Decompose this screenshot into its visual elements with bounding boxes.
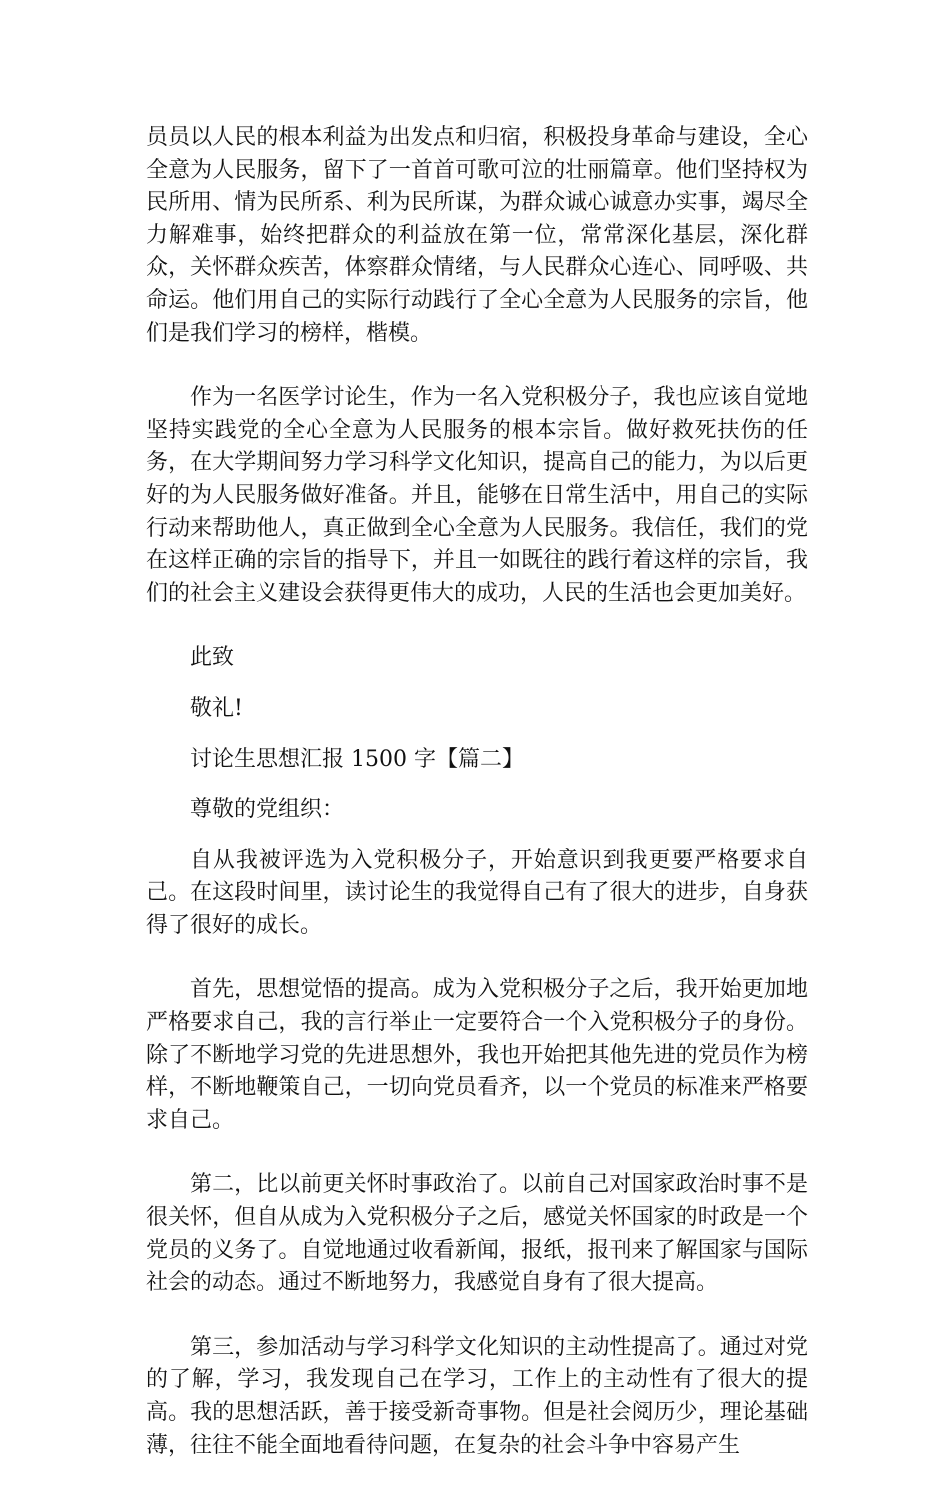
- closing-regards: 敬礼!: [190, 695, 243, 721]
- greeting: 尊敬的党组织：: [190, 797, 345, 823]
- document-body: [146, 122, 808, 1494]
- paragraph-1: 员员以人民的根本利益为出发点和归宿，积极投身革命与建设，全心全意为人民服务，留下了一首首可歌可泣的壮丽篇章。他们坚持权为民所用、情为民所系、利为民所谋，为群众诚心诚意办实事，竭尽全力解难事，始终把群众的利益放在第一位，常常深化基层，深化群众，关怀群众疾苦，体察群众情绪，与人民群众心连心、同呼吸、共命运。他们用自己的实际行动践行了全心全意为人民服务的宗旨，他们是我们学习的榜样，楷模。: [146, 125, 808, 346]
- paragraph-5: 第二，比以前更关怀时事政治了。以前自己对国家政治时事不是很关怀，但自从成为入党积极分子之后，感觉关怀国家的时政是一个党员的义务了。自觉地通过收看新闻，报纸，报刊来了解国家与国际社会的动态。通过不断地努力，我感觉自身有了很大提高。: [146, 1172, 808, 1296]
- paragraph-6: 第三，参加活动与学习科学文化知识的主动性提高了。通过对党的了解，学习，我发现自己在学习，工作上的主动性有了很大的提高。我的思想活跃，善于接受新奇事物。但是社会阅历少，理论基础薄，往往不能全面地看待问题，在复杂的社会斗争中容易产生: [146, 1334, 808, 1458]
- paragraph-4: 首先，思想觉悟的提高。成为入党积极分子之后，我开始更加地严格要求自己，我的言行举止一定要符合一个入党积极分子的身份。除了不断地学习党的先进思想外，我也开始把其他先进的党员作为榜样，不断地鞭策自己，一切向党员看齐，以一个党员的标准来严格要求自己。: [146, 977, 808, 1133]
- paragraph-2: 作为一名医学讨论生，作为一名入党积极分子，我也应该自觉地坚持实践党的全心全意为人民服务的根本宗旨。做好救死扶伤的任务，在大学期间努力学习科学文化知识，提高自己的能力，为以后更好的为人民服务做好准备。并且，能够在日常生活中，用自己的实际行动来帮助他人，真正做到全心全意为人民服务。我信任，我们的党在这样正确的宗旨的指导下，并且一如既往的践行着这样的宗旨，我们的社会主义建设会获得更伟大的成功，人民的生活也会更加美好。: [146, 385, 808, 606]
- section-heading: 讨论生思想汇报 1500 字【篇二】: [190, 746, 524, 772]
- closing-salutation: 此致: [190, 645, 235, 671]
- paragraph-3: 自从我被评选为入党积极分子，开始意识到我更要严格要求自己。在这段时间里，读讨论生的我觉得自己有了很大的进步，自身获得了很好的成长。: [146, 847, 808, 938]
